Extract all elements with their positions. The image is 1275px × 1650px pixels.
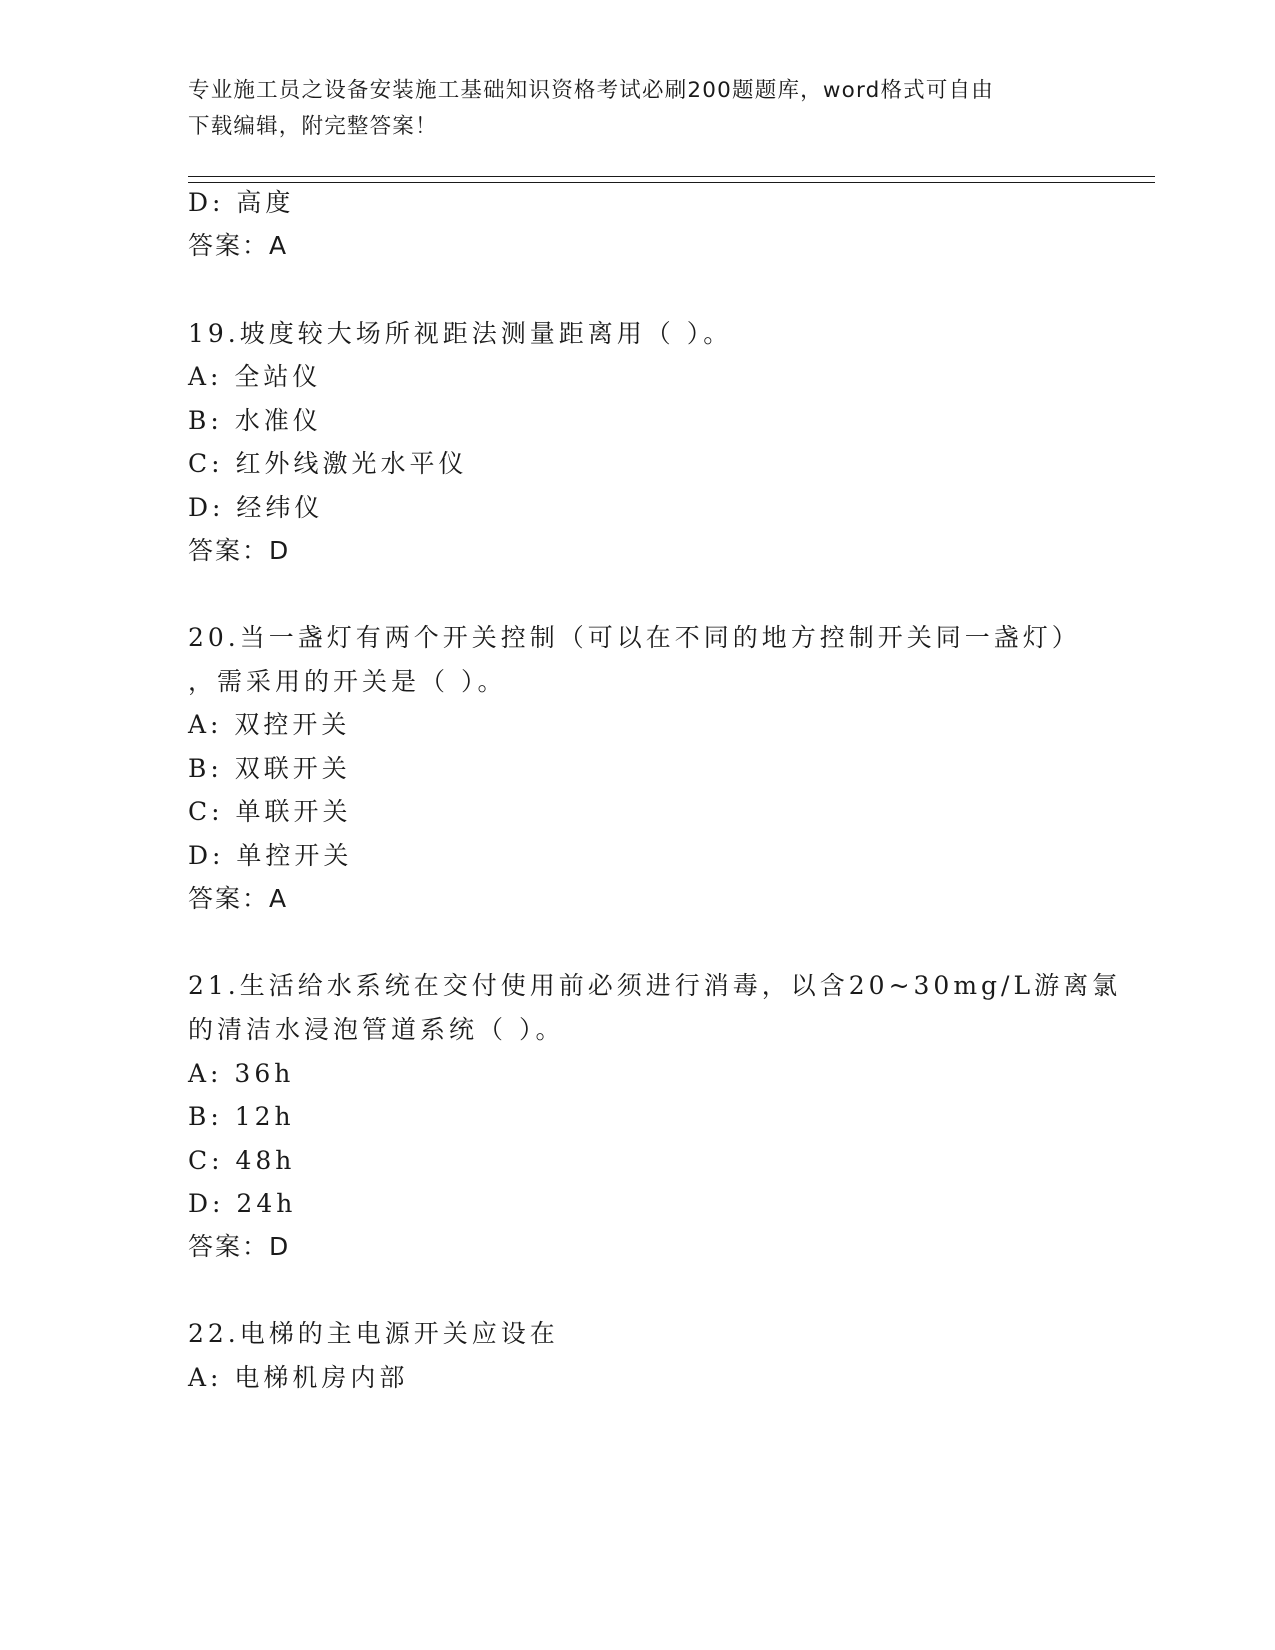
header-divider-top	[188, 176, 1155, 177]
header-divider-bottom	[188, 182, 1155, 183]
question-21-stem-line-1: 21.生活给水系统在交付使用前必须进行消毒，以含20~30mg/L游离氯	[188, 971, 1122, 1000]
question-20-stem-line-1: 20.当一盏灯有两个开关控制（可以在不同的地方控制开关同一盏灯）	[188, 623, 1081, 652]
question-20-option-b: B: 双联开关	[188, 754, 351, 783]
question-21-option-c: C: 48h	[188, 1146, 296, 1175]
option-d: D: 高度	[188, 188, 295, 217]
header-line-1: 专业施工员之设备安装施工基础知识资格考试必刷200题题库，word格式可自由	[188, 78, 994, 103]
answer-line: 答案：A	[188, 231, 289, 260]
question-21-option-d: D: 24h	[188, 1189, 297, 1218]
question-22-option-a: A: 电梯机房内部	[188, 1363, 409, 1392]
question-20-option-d: D: 单控开关	[188, 841, 353, 870]
question-21-answer: 答案：D	[188, 1232, 291, 1261]
question-20-option-a: A: 双控开关	[188, 710, 351, 739]
question-20-option-c: C: 单联开关	[188, 797, 352, 826]
question-19-option-d: D: 经纬仪	[188, 493, 324, 522]
question-20-answer: 答案：A	[188, 884, 289, 913]
question-19-answer: 答案：D	[188, 536, 291, 565]
document-header	[188, 73, 1088, 145]
question-19-stem: 19.坡度较大场所视距法测量距离用（ ）。	[188, 319, 733, 348]
question-21-option-b: B: 12h	[188, 1102, 295, 1131]
header-line-2: 下载编辑，附完整答案！	[188, 114, 438, 139]
question-19-option-b: B: 水准仪	[188, 406, 322, 435]
question-19-option-a: A: 全站仪	[188, 362, 322, 391]
question-19-option-c: C: 红外线激光水平仪	[188, 449, 468, 478]
question-21-option-a: A: 36h	[188, 1059, 295, 1088]
question-22-stem: 22.电梯的主电源开关应设在	[188, 1319, 559, 1348]
document-page	[188, 0, 1163, 1650]
question-20-stem-line-2: ，需采用的开关是（ ）。	[188, 667, 507, 696]
question-21-stem-line-2: 的清洁水浸泡管道系统（ ）。	[188, 1015, 565, 1044]
